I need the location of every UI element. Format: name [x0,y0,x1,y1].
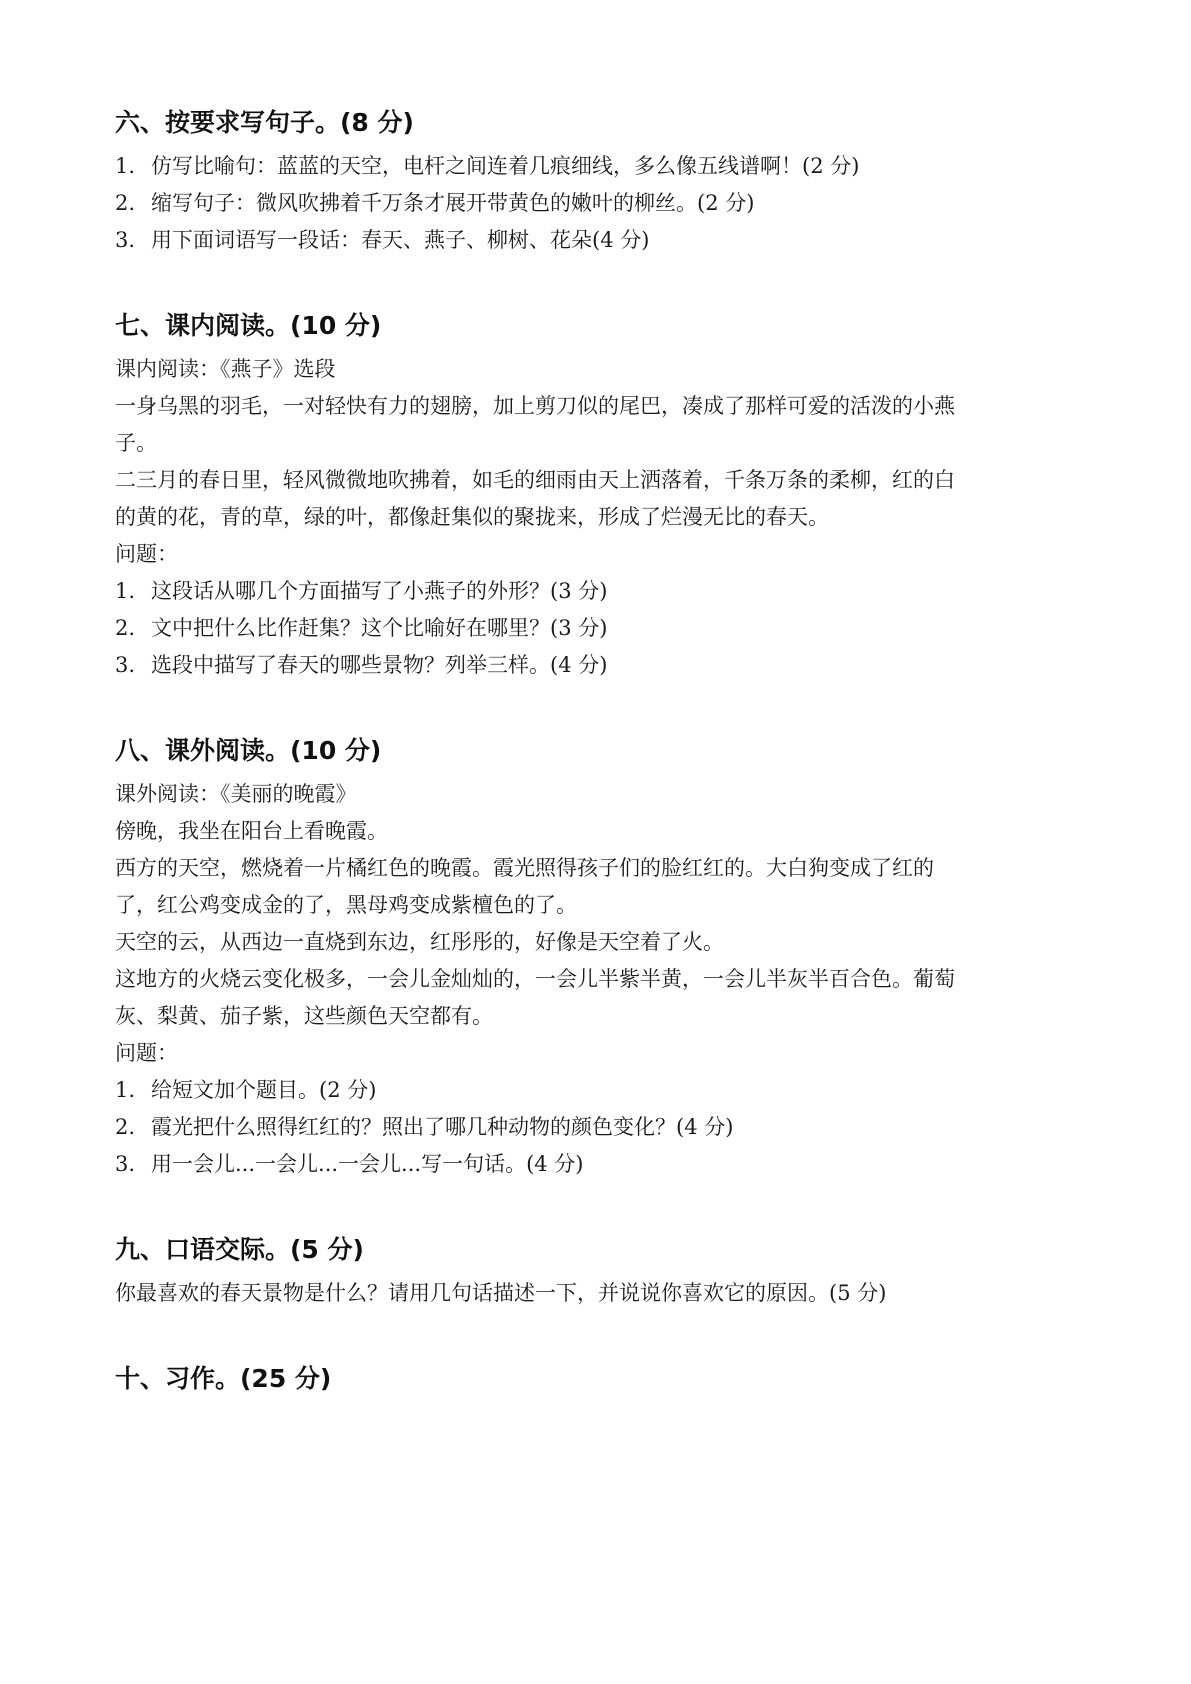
section-6-question-1 [115,151,859,181]
section-8-passage-line: 天空的云，从西边一直烧到东边，红彤彤的，好像是天空着了火。 [115,930,724,954]
question-number: 1. [115,579,136,603]
section-8-passage-line: 了，红公鸡变成金的了，黑母鸡变成紫檀色的了。 [115,893,577,917]
section-6-question-2 [115,188,754,218]
section-8-passage-line: 这地方的火烧云变化极多，一会儿金灿灿的，一会儿半紫半黄，一会儿半灰半百合色。葡萄 [115,967,955,991]
question-number: 3. [115,228,136,252]
section-8-intro: 课外阅读：《美丽的晚霞》 [115,782,357,806]
question-text: 缩写句子：微风吹拂着千万条才展开带黄色的嫩叶的柳丝。(2 分) [151,191,755,215]
question-number: 1. [115,1078,136,1102]
section-7-question-2 [115,613,607,643]
section-7-heading: 七、课内阅读。(10 分) [115,311,382,340]
question-number: 2. [115,1115,136,1139]
question-number: 3. [115,1152,136,1176]
section-7-questions-label: 问题： [115,542,178,566]
section-8-question-2 [115,1112,733,1142]
question-number: 2. [115,191,136,215]
section-8-questions-label: 问题： [115,1041,178,1065]
section-6-question-3 [115,225,649,255]
section-8-passage-line: 灰、梨黄、茄子紫，这些颜色天空都有。 [115,1004,493,1028]
section-7-passage-line: 子。 [115,431,157,455]
question-number: 2. [115,616,136,640]
question-text: 文中把什么比作赶集？这个比喻好在哪里？(3 分) [151,616,608,640]
section-8-heading: 八、课外阅读。(10 分) [115,736,382,765]
section-8-question-3 [115,1149,584,1179]
question-number: 1. [115,154,136,178]
section-9-heading: 九、口语交际。(5 分) [115,1235,364,1264]
question-text: 选段中描写了春天的哪些景物？列举三样。(4 分) [151,653,608,677]
section-8-passage-line: 西方的天空，燃烧着一片橘红色的晚霞。霞光照得孩子们的脸红红的。大白狗变成了红的 [115,856,934,880]
question-text: 这段话从哪几个方面描写了小燕子的外形？(3 分) [151,579,608,603]
section-7-passage-line: 的黄的花，青的草，绿的叶，都像赶集似的聚拢来，形成了烂漫无比的春天。 [115,505,829,529]
question-text: 仿写比喻句：蓝蓝的天空，电杆之间连着几痕细线，多么像五线谱啊！(2 分) [151,154,860,178]
question-text: 用下面词语写一段话：春天、燕子、柳树、花朵(4 分) [151,228,650,252]
section-7-passage-line: 二三月的春日里，轻风微微地吹拂着，如毛的细雨由天上洒落着，千条万条的柔柳，红的白 [115,468,955,492]
section-7-intro: 课内阅读：《燕子》选段 [115,357,336,381]
question-text: 给短文加个题目。(2 分) [151,1078,377,1102]
question-text: 用一会儿...一会儿...一会儿...写一句话。(4 分) [151,1152,584,1176]
section-8-passage-line: 傍晚，我坐在阳台上看晚霞。 [115,819,388,843]
section-6-heading: 六、按要求写句子。(8 分) [115,108,414,137]
section-9-prompt: 你最喜欢的春天景物是什么？请用几句话描述一下，并说说你喜欢它的原因。(5 分) [115,1281,887,1305]
section-7-question-3 [115,650,607,680]
section-8-question-1 [115,1075,376,1105]
question-number: 3. [115,653,136,677]
section-7-question-1 [115,576,607,606]
section-7-passage-line: 一身乌黑的羽毛，一对轻快有力的翅膀，加上剪刀似的尾巴，凑成了那样可爱的活泼的小燕 [115,394,955,418]
question-text: 霞光把什么照得红红的？照出了哪几种动物的颜色变化？(4 分) [151,1115,734,1139]
section-10-heading: 十、习作。(25 分) [115,1364,332,1393]
